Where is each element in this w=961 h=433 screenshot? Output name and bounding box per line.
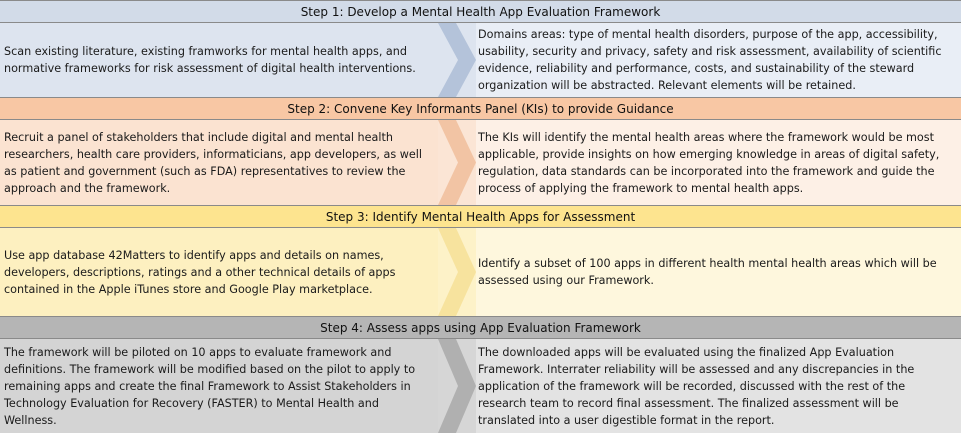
step-2-outcome: The KIs will identify the mental health areas where the framework would be most applicable, provide insights on how emerging knowledge in areas of digital safety, regulation, data standards can be incorporated into the framework and guide the process of applying the framework to mental health apps. xyxy=(476,120,961,205)
step-3-body xyxy=(0,228,961,316)
step-1-outcome: Domains areas: type of mental health disorders, purpose of the app, accessibility, usability, security and privacy, safety and risk assessment, availability of scientific evidence, reliability and performance, costs, and sustainability of the steward organization will be abstracted. Relevant elements will be retained. xyxy=(476,23,961,97)
step-2-arrow-icon xyxy=(438,120,476,205)
step-3-activity: Use app database 42Matters to identify apps and details on names, developers, descriptions, ratings and a other technical details of apps contained in the Apple iTunes store and Google Play marketplace. xyxy=(0,228,438,316)
step-1-arrow-icon xyxy=(438,23,476,97)
step-3-chevron-shape xyxy=(438,228,476,316)
step-4-activity: The framework will be piloted on 10 apps to evaluate framework and definitions. The framework will be modified based on the pilot to apply to remaining apps and create the final Framework to Assist Stakeholders in Technology Evaluation for Recovery (FASTER) to Mental Health and Wellness. xyxy=(0,339,438,433)
step-3-arrow-icon xyxy=(438,228,476,316)
step-4-outcome: The downloaded apps will be evaluated using the finalized App Evaluation Framework. Interrater reliability will be assessed and any discrepancies in the application of the framework will be recorded, discussed with the rest of the research team to record final assessment. The finalized assessment will be translated into a user digestible format in the report. xyxy=(476,339,961,433)
step-1-activity: Scan existing literature, existing framworks for mental health apps, and normative frameworks for risk assessment of digital health interventions. xyxy=(0,23,438,97)
step-3-block xyxy=(0,205,961,316)
step-1-chevron-shape xyxy=(438,23,476,97)
step-4-body xyxy=(0,339,961,433)
step-2-block xyxy=(0,97,961,205)
step-3-outcome: Identify a subset of 100 apps in different health mental health areas which will be assessed using our Framework. xyxy=(476,228,961,316)
step-1-title: Step 1: Develop a Mental Health App Evaluation Framework xyxy=(0,0,961,23)
step-4-block xyxy=(0,316,961,433)
step-2-activity: Recruit a panel of stakeholders that include digital and mental health researchers, health care providers, informaticians, app developers, as well as patient and government (such as FDA) representatives to review the approach and the framework. xyxy=(0,120,438,205)
step-1-body xyxy=(0,23,961,97)
step-2-body xyxy=(0,120,961,205)
step-3-title: Step 3: Identify Mental Health Apps for Assessment xyxy=(0,205,961,228)
step-1-block xyxy=(0,0,961,97)
step-2-chevron-shape xyxy=(438,120,476,205)
step-4-chevron-shape xyxy=(438,339,476,433)
step-4-title: Step 4: Assess apps using App Evaluation Framework xyxy=(0,316,961,339)
step-2-title: Step 2: Convene Key Informants Panel (KIs) to provide Guidance xyxy=(0,97,961,120)
step-4-arrow-icon xyxy=(438,339,476,433)
